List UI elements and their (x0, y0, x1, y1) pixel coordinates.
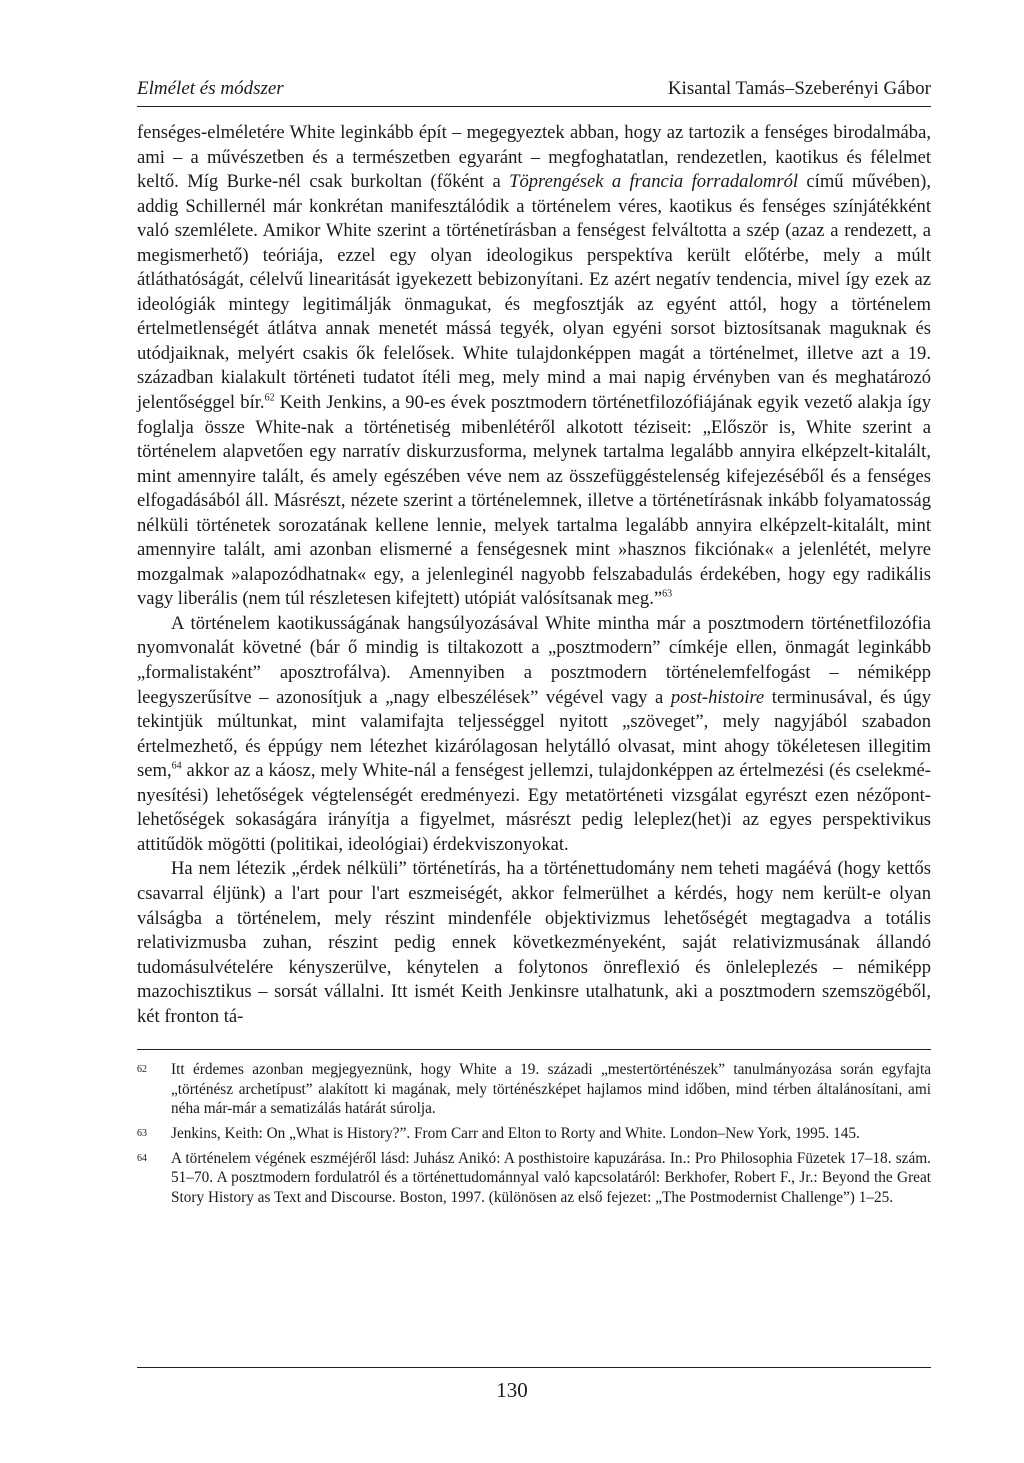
body-text (137, 121, 931, 1029)
footnote-text: A történelem végének eszméjéről lásd: Juhász Anikó: A posthistoire kapuzárása. In.: Pro Philosophia Füzetek 17–18. szám. 51–70. A posztmodern fordulatról és a történettudománnyal való kapcsolatáról: Berkhofer, Robert F., Jr.: Beyond the Great Story History as Text and Discourse. Boston, 1997. (különösen az első fejezet: „The Postmodernist Challenge”) 1–25. (171, 1149, 931, 1206)
header-section-title: Elmélet és módszer (137, 78, 284, 99)
footnote-63 (137, 1124, 931, 1144)
paragraph-1-text-b: című művében), addig Schillernél már konkrétan manifesztálódik a történelem véres, kaotikus és fenséges színjátékként való szemlélete. Amikor White szerint a történetírásban a fenségest felváltotta a szép (azaz a rendezett, a megismerhető) teóriája, ezzel egy olyan ideologikus perspektíva került előtérbe, mely a múlt átláthatóságát, célelvű linearitását igyekezett bebizonyítani. Ez azért negatív tendencia, mivel így ezek az ideológiák mintegy legitimálják önmagukat, és megfosztják az egyént attól, hogy a történelem értelmetlenségét átlátva annak menetét mássá tegyék, olyan egyéni sorsot biztosítsanak maguknak és utódjaiknak, melyért csakis ők felelősek. White tulajdonképpen magát a történelmet, illetve azt a 19. században kialakult történeti tudatot ítéli meg, mely mind a mai napig érvényben van és meghatározó jelentőséggel bír. (137, 171, 931, 414)
footnote-ref-63[interactable]: 63 (662, 588, 673, 600)
paragraph-2 (137, 612, 931, 857)
footnote-text: Itt érdemes azonban megjegyeznünk, hogy White a 19. századi „mestertörténészek” tanulmányozása során egyfajta „történész archetípust” alakított ki magának, mely történészképet hajlamos mind időben, mind térben általánosítani, ami néha már-már a sematizálás határát súrolja. (171, 1061, 931, 1118)
header-authors: Kisantal Tamás–Szeberényi Gábor (667, 78, 931, 99)
paragraph-2-term-italic: post-histoire (670, 686, 765, 708)
paragraph-1-text-a: fenséges-elméletére White leginkább épít – megegyeztek abban, hogy az tartozik a fenséges birodalmába, ami – a művészetben és a természetben egyaránt – megfoghatatlan, rendezetlen, kaotikus és félelmet keltő. Míg Burke-nél csak burkoltan (főként a (137, 122, 931, 193)
footnote-number: 63 (137, 1128, 147, 1140)
running-header (137, 78, 931, 107)
bottom-divider (137, 1367, 931, 1368)
footnote-ref-64[interactable]: 64 (171, 760, 182, 772)
footnote-number: 62 (137, 1064, 147, 1076)
paragraph-2-text-b: terminusával, és úgy tekintjük múltunkat, mint valamifajta teljességgel nyitott „szöveget”, mely nagyjából szabadon értelmezhető, és éppúgy nem létezhet kizárólagosan helytálló olvasat, mint ahogy tökéletesen illegitim sem, (137, 686, 932, 782)
footnote-62 (137, 1060, 931, 1119)
page-number: 130 (496, 1378, 528, 1402)
paragraph-2-text-c: akkor az a káosz, mely White-nál a fenségest jellemzi, tulajdonképpen az értelmezési (és cselekményesítési) lehetőségek végtelenségét eredményezi. Egy metatörténeti vizsgálat egyrészt ezen nézőpont-lehetőségek sokaságára irányítja a figyelmet, másrészt pedig leleplez(het)i az egyes perspektivikus attitűdök mögötti (politikai, ideológiai) érdekviszonyokat. (137, 760, 931, 855)
footnote-number: 64 (137, 1152, 147, 1164)
page (137, 78, 931, 1212)
paragraph-1-text-c: Keith Jenkins, a 90-es évek posztmodern történetfilozófiájának egyik vezető alakja így foglalja össze White-nak a történetiség mibenlétéről alkotott téziseit: „Először is, White szerint a történelem alapvetően egy narratív diskurzusforma, melynek tartalma legalább annyira elképzelt-kitalált, mint amennyire talált, és amely egészében véve nem az összefüggéstelenség kifejezéséből és a fenséges elfogadásából áll. Másrészt, nézete szerint a történelemnek, illetve a történetírásnak inkább folyamatosság nélküli történetek sorozatának kellene lennie, melyek tartalma legalább annyira elképzelt-kitalált, mint amennyire talált, ami azonban elismerné a fenségesnek mint »hasznos fikciónak« a jelenlétét, melyre mozgalmak »alapozódhatnak« egy, a jelenleginél nagyobb felszabadulás érdekében, hogy egy radikális vagy liberális (nem túl részletesen kifejtett) utópiát valósítsanak meg.” (137, 392, 931, 610)
footnote-divider (137, 1049, 931, 1050)
footnote-64 (137, 1149, 931, 1208)
footnotes (137, 1060, 931, 1207)
paragraph-1-title-italic: Töprengések a francia forradalomról (509, 171, 799, 193)
paragraph-2-text-a: A történelem kaotikusságának hangsúlyozásával White mintha már a posztmodern történetfilozófia nyomvonalát követné (bár ő mindig is tiltakozott a „posztmodern” címkéje ellen, önmagát leginkább „formalistaként” aposztrofálva). Amennyiben a posztmodern történelemfelfogást – némiképp leegyszerűsítve – azonosítjuk a „nagy elbeszélések” végével vagy a (137, 612, 931, 708)
footnote-text: Jenkins, Keith: On „What is History?”. From Carr and Elton to Rorty and White. London–New York, 1995. 145. (171, 1125, 860, 1143)
paragraph-1 (137, 121, 931, 612)
paragraph-3: Ha nem létezik „érdek nélküli” történetírás, ha a történettudomány nem teheti magáévá (hogy kettős csavarral éljünk) a l'art pour l'art eszmeiségét, akkor felmerülhet a kérdés, hogy nem került-e olyan válságba a történelem, mely részint mindenféle objektivizmus lehetőségét megtagadva a totális relativizmusba zuhan, részint pedig ennek következményeként, saját relativizmusának állandó tudomásulvételére kényszerülve, kénytelen a folytonos önreflexió és önleleplezés – némiképp mazochisztikus – sorsát vállalni. Itt ismét Keith Jenkinsre utalhatunk, aki a posztmodern szemszögéből, két fronton tá- (137, 858, 931, 1027)
footnote-ref-62[interactable]: 62 (264, 392, 275, 404)
